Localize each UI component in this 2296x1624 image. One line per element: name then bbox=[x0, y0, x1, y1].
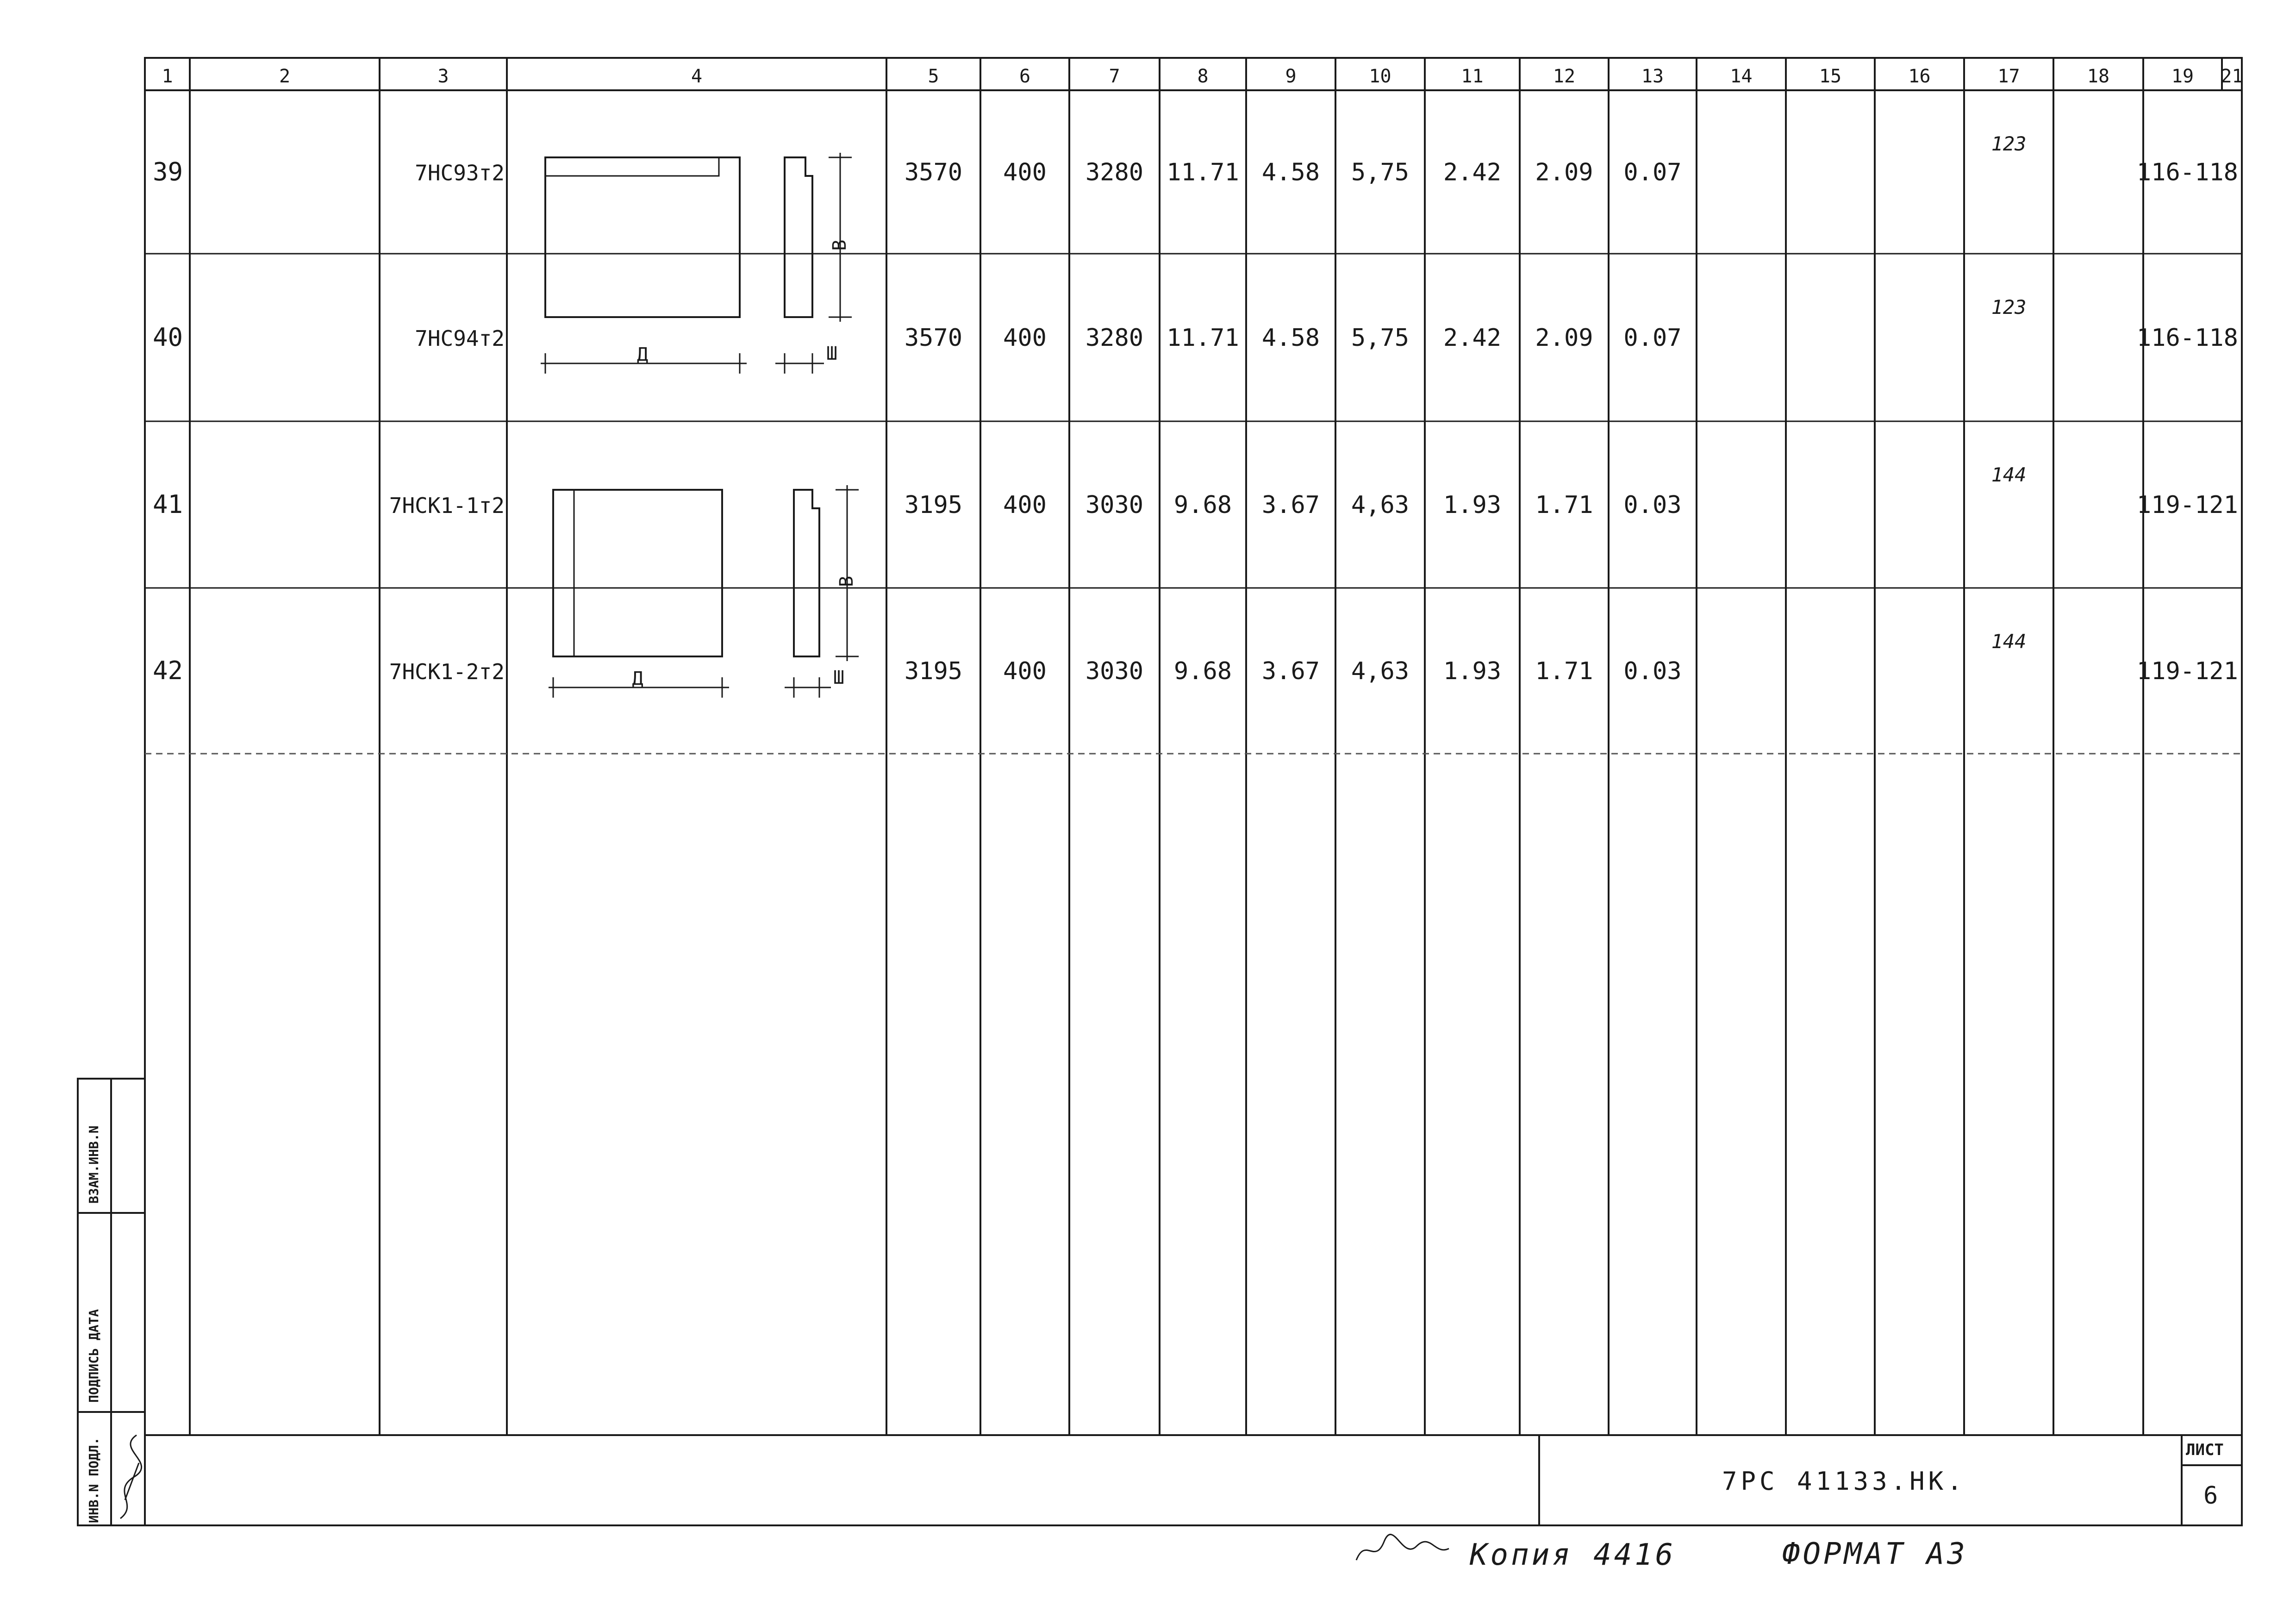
table-row bbox=[153, 463, 2238, 519]
cell-value: 1.93 bbox=[1443, 491, 1502, 519]
thickness-label: Ш bbox=[833, 667, 845, 688]
element-mark: 7НСК1-1т2 bbox=[389, 493, 505, 518]
column-number: 6 bbox=[1019, 66, 1031, 87]
stamp-inv-no: ИНВ.N ПОДЛ. bbox=[86, 1437, 101, 1523]
cell-value: 0.07 bbox=[1623, 324, 1682, 352]
sheet-reference: 119-121 bbox=[2136, 657, 2238, 685]
cell-value: 400 bbox=[1003, 491, 1047, 519]
element-mark: 7НС94т2 bbox=[415, 326, 505, 351]
column-number: 18 bbox=[2087, 66, 2110, 87]
cell-value: 3.67 bbox=[1261, 491, 1320, 519]
cell-value: 9.68 bbox=[1173, 491, 1232, 519]
panel-sketch bbox=[541, 153, 852, 374]
note-value: 123 bbox=[1991, 296, 2027, 319]
cell-value: 5,75 bbox=[1351, 158, 1410, 187]
length-label: Д bbox=[632, 668, 643, 689]
side-stamp bbox=[78, 1079, 145, 1525]
column-number: 16 bbox=[1908, 66, 1931, 87]
footer bbox=[1356, 1535, 1968, 1572]
cell-value: 1.71 bbox=[1535, 491, 1593, 519]
position-number: 40 bbox=[153, 323, 183, 352]
column-number: 10 bbox=[1369, 66, 1391, 87]
cell-value: 400 bbox=[1003, 324, 1047, 352]
cell-value: 1.93 bbox=[1443, 657, 1502, 685]
document-code: 7РС 41133.НК. bbox=[1722, 1467, 1966, 1496]
table-row bbox=[153, 296, 2238, 352]
column-number: 4 bbox=[691, 66, 703, 87]
sheet-label: ЛИСТ bbox=[2186, 1441, 2224, 1459]
cell-value: 3280 bbox=[1085, 324, 1144, 352]
table-body bbox=[153, 132, 2238, 685]
signature-scribble bbox=[120, 1435, 142, 1518]
cell-value: 3030 bbox=[1085, 657, 1144, 685]
column-number: 9 bbox=[1285, 66, 1297, 87]
position-number: 42 bbox=[153, 656, 183, 685]
cell-value: 3.67 bbox=[1261, 657, 1320, 685]
sheet-reference: 116-118 bbox=[2136, 158, 2238, 187]
sheet-number: 6 bbox=[2203, 1482, 2218, 1510]
position-number: 39 bbox=[153, 157, 183, 187]
cell-value: 3195 bbox=[904, 657, 963, 685]
position-number: 41 bbox=[153, 490, 183, 519]
column-number: 12 bbox=[1553, 66, 1576, 87]
cell-value: 0.03 bbox=[1623, 491, 1682, 519]
column-number: 5 bbox=[928, 66, 939, 87]
cell-value: 4,63 bbox=[1351, 491, 1410, 519]
cell-value: 2.09 bbox=[1535, 324, 1593, 352]
note-value: 144 bbox=[1991, 630, 2027, 653]
format-label: ФОРМАТ А3 bbox=[1782, 1537, 1968, 1571]
length-label: Д bbox=[636, 344, 649, 365]
cell-value: 9.68 bbox=[1173, 657, 1232, 685]
cell-value: 0.03 bbox=[1623, 657, 1682, 685]
column-number: 1 bbox=[162, 66, 173, 87]
column-number: 17 bbox=[1997, 66, 2020, 87]
cell-value: 5,75 bbox=[1351, 324, 1410, 352]
column-number: 2 bbox=[279, 66, 291, 87]
note-value: 144 bbox=[1991, 463, 2027, 486]
column-number: 3 bbox=[437, 66, 449, 87]
element-sketches bbox=[541, 153, 859, 698]
cell-value: 400 bbox=[1003, 657, 1047, 685]
cell-value: 0.07 bbox=[1623, 158, 1682, 187]
sheet-reference: 119-121 bbox=[2136, 491, 2238, 519]
cell-value: 2.09 bbox=[1535, 158, 1593, 187]
cell-value: 4.58 bbox=[1261, 158, 1320, 187]
cell-value: 3030 bbox=[1085, 491, 1144, 519]
cell-value: 3570 bbox=[904, 324, 963, 352]
cell-value: 11.71 bbox=[1167, 158, 1239, 187]
cell-value: 3570 bbox=[904, 158, 963, 187]
cell-value: 2.42 bbox=[1443, 324, 1502, 352]
table-row bbox=[153, 132, 2238, 187]
cell-value: 11.71 bbox=[1167, 324, 1239, 352]
table-header bbox=[162, 66, 2243, 87]
column-number: 19 bbox=[2171, 66, 2194, 87]
column-number: 21 bbox=[2221, 66, 2243, 87]
column-number: 8 bbox=[1197, 66, 1209, 87]
thickness-label: Ш bbox=[826, 343, 838, 364]
column-number: 7 bbox=[1109, 66, 1120, 87]
cell-value: 1.71 bbox=[1535, 657, 1593, 685]
cell-value: 2.42 bbox=[1443, 158, 1502, 187]
checker-signature bbox=[1356, 1535, 1449, 1560]
title-block bbox=[145, 1435, 2242, 1525]
cell-value: 400 bbox=[1003, 158, 1047, 187]
cell-value: 4,63 bbox=[1351, 657, 1410, 685]
column-number: 15 bbox=[1819, 66, 1842, 87]
column-number: 13 bbox=[1641, 66, 1664, 87]
cell-value: 3280 bbox=[1085, 158, 1144, 187]
panel-sketch bbox=[549, 485, 859, 698]
height-label: В bbox=[836, 575, 857, 587]
cell-value: 4.58 bbox=[1261, 324, 1320, 352]
column-number: 11 bbox=[1461, 66, 1484, 87]
stamp-sign-date: ПОДПИСЬ ДАТА bbox=[86, 1309, 101, 1403]
height-label: В bbox=[829, 239, 850, 251]
note-value: 123 bbox=[1991, 132, 2027, 155]
element-mark: 7НСК1-2т2 bbox=[389, 659, 505, 684]
stamp-replace-inv: ВЗАМ.ИНВ.N bbox=[86, 1125, 101, 1204]
table-frame bbox=[145, 58, 2242, 1435]
column-number: 14 bbox=[1730, 66, 1753, 87]
table-grid bbox=[145, 58, 2242, 1435]
element-mark: 7НС93т2 bbox=[415, 160, 505, 186]
copy-note: Копия 4416 bbox=[1470, 1538, 1676, 1572]
cell-value: 3195 bbox=[904, 491, 963, 519]
table-row bbox=[153, 630, 2238, 685]
sheet-reference: 116-118 bbox=[2136, 324, 2238, 352]
